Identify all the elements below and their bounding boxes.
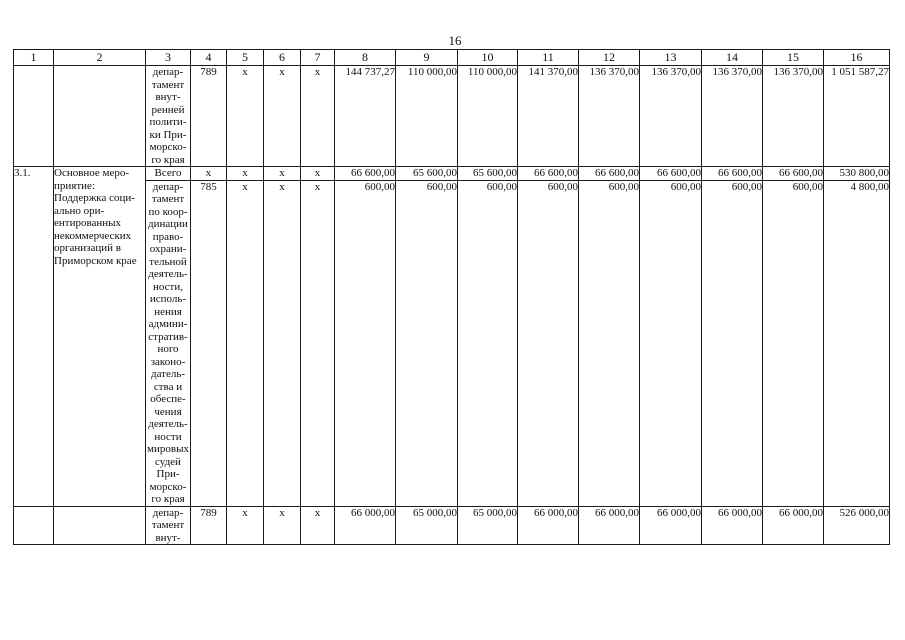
value-cell: 110 000,00 <box>396 66 458 167</box>
activity-line: приятие: <box>54 179 95 192</box>
executor-cell <box>146 180 191 506</box>
column-header: 10 <box>458 50 518 66</box>
value-cell: 66 600,00 <box>335 167 396 181</box>
executor-line: по коор- <box>148 205 188 218</box>
executor-line: динации <box>148 218 188 230</box>
executor-line: охрани- <box>149 243 187 255</box>
column-header: 9 <box>396 50 458 66</box>
marker-cell: x <box>264 66 301 167</box>
executor-line: ренней <box>151 103 185 116</box>
executor-cell <box>146 167 191 181</box>
executor-line: внут- <box>155 531 181 544</box>
executor-line: чения <box>154 405 182 418</box>
value-cell: 65 600,00 <box>396 167 458 181</box>
marker-cell: x <box>227 66 264 167</box>
executor-line: тельной <box>149 255 187 268</box>
value-cell: 65 000,00 <box>458 506 518 545</box>
column-header: 14 <box>702 50 763 66</box>
executor-line: тамент <box>151 193 185 205</box>
executor-line: нения <box>154 305 182 318</box>
value-cell: 66 000,00 <box>518 506 579 545</box>
marker-cell: x <box>227 506 264 545</box>
value-cell: 66 000,00 <box>579 506 640 545</box>
code-cell: 789 <box>191 506 227 545</box>
activity-line: Основное меро- <box>54 167 130 179</box>
code-cell: x <box>191 167 227 181</box>
value-cell: 136 370,00 <box>763 66 824 167</box>
column-header: 13 <box>640 50 702 66</box>
column-header: 16 <box>824 50 890 66</box>
table-row <box>14 506 890 545</box>
executor-line: тамент <box>151 519 185 531</box>
column-header: 3 <box>146 50 191 66</box>
value-cell: 65 600,00 <box>458 167 518 181</box>
executor-line: ности, <box>153 280 183 293</box>
total-cell: 526 000,00 <box>824 506 890 545</box>
activity-cell <box>54 506 146 545</box>
value-cell: 136 370,00 <box>579 66 640 167</box>
total-cell: 530 800,00 <box>824 167 890 181</box>
value-cell: 600,00 <box>458 180 518 506</box>
value-cell: 600,00 <box>702 180 763 506</box>
executor-line: депар- <box>152 180 184 193</box>
column-header: 1 <box>14 50 54 66</box>
value-cell: 66 000,00 <box>335 506 396 545</box>
activity-line: Поддержка соци- <box>54 192 135 204</box>
executor-line: депар- <box>152 506 184 519</box>
executor-line: морско- <box>149 480 187 493</box>
marker-cell: x <box>227 180 264 506</box>
budget-table <box>13 49 890 545</box>
executor-cell <box>146 506 191 545</box>
value-cell: 600,00 <box>640 180 702 506</box>
marker-cell: x <box>301 66 335 167</box>
column-header: 2 <box>54 50 146 66</box>
value-cell: 66 600,00 <box>640 167 702 181</box>
value-cell: 110 000,00 <box>458 66 518 167</box>
row-code: 3.1. <box>14 167 54 507</box>
column-header: 11 <box>518 50 579 66</box>
executor-line: го края <box>151 493 185 505</box>
executor-line: ности <box>154 430 182 443</box>
value-cell: 66 600,00 <box>518 167 579 181</box>
total-cell: 1 051 587,27 <box>824 66 890 167</box>
code-cell: 785 <box>191 180 227 506</box>
value-cell: 136 370,00 <box>702 66 763 167</box>
value-cell: 144 737,27 <box>335 66 396 167</box>
executor-line: законо- <box>150 355 186 368</box>
table-row <box>14 180 890 506</box>
executor-line: стратив- <box>148 330 188 343</box>
value-cell: 141 370,00 <box>518 66 579 167</box>
marker-cell: x <box>301 506 335 545</box>
executor-line: депар- <box>152 66 184 78</box>
code-cell: 789 <box>191 66 227 167</box>
executor-line: судей <box>155 455 181 468</box>
row-code <box>14 506 54 545</box>
marker-cell: x <box>264 167 301 181</box>
column-header: 4 <box>191 50 227 66</box>
marker-cell: x <box>227 167 264 181</box>
value-cell: 66 000,00 <box>763 506 824 545</box>
column-header: 6 <box>264 50 301 66</box>
executor-line: деятель- <box>148 418 188 430</box>
column-header: 7 <box>301 50 335 66</box>
value-cell: 600,00 <box>396 180 458 506</box>
executor-line: Всего <box>154 167 182 179</box>
value-cell: 65 000,00 <box>396 506 458 545</box>
executor-line: При- <box>156 468 180 480</box>
activity-cell <box>54 66 146 167</box>
total-cell: 4 800,00 <box>824 180 890 506</box>
value-cell: 600,00 <box>579 180 640 506</box>
activity-line: ентированных <box>54 217 122 229</box>
row-code <box>14 66 54 167</box>
executor-line: тамент <box>151 78 185 91</box>
executor-line: обеспе- <box>150 393 186 405</box>
value-cell: 66 000,00 <box>702 506 763 545</box>
value-cell: 600,00 <box>763 180 824 506</box>
value-cell: 136 370,00 <box>640 66 702 167</box>
executor-line: право- <box>152 230 184 243</box>
value-cell: 66 600,00 <box>579 167 640 181</box>
executor-line: админи- <box>148 318 188 330</box>
activity-line: ально ори- <box>54 204 105 217</box>
activity-cell <box>54 167 146 507</box>
marker-cell: x <box>301 180 335 506</box>
executor-line: ки При- <box>149 128 187 141</box>
executor-line: ства и <box>153 380 183 393</box>
value-cell: 66 000,00 <box>640 506 702 545</box>
marker-cell: x <box>301 167 335 181</box>
column-header: 8 <box>335 50 396 66</box>
executor-line: деятель- <box>148 268 188 280</box>
executor-line: полити- <box>149 116 187 128</box>
table-row <box>14 66 890 167</box>
executor-cell <box>146 66 191 167</box>
executor-line: ного <box>157 343 179 355</box>
value-cell: 600,00 <box>518 180 579 506</box>
activity-line: организаций в <box>54 242 121 254</box>
executor-line: внут- <box>155 91 181 103</box>
column-header-row <box>14 50 890 66</box>
activity-line: некоммерческих <box>54 229 132 242</box>
executor-line: датель- <box>150 368 186 380</box>
activity-line: Приморском крае <box>54 254 137 267</box>
value-cell: 66 600,00 <box>702 167 763 181</box>
executor-line: мировых <box>147 443 189 455</box>
column-header: 15 <box>763 50 824 66</box>
executor-line: исполь- <box>149 293 187 305</box>
value-cell: 600,00 <box>335 180 396 506</box>
marker-cell: x <box>264 180 301 506</box>
page-number: 16 <box>448 33 462 48</box>
table-row <box>14 167 890 181</box>
value-cell: 66 600,00 <box>763 167 824 181</box>
column-header: 12 <box>579 50 640 66</box>
executor-line: морско- <box>149 141 187 153</box>
column-header: 5 <box>227 50 264 66</box>
executor-line: го края <box>151 153 185 166</box>
marker-cell: x <box>264 506 301 545</box>
